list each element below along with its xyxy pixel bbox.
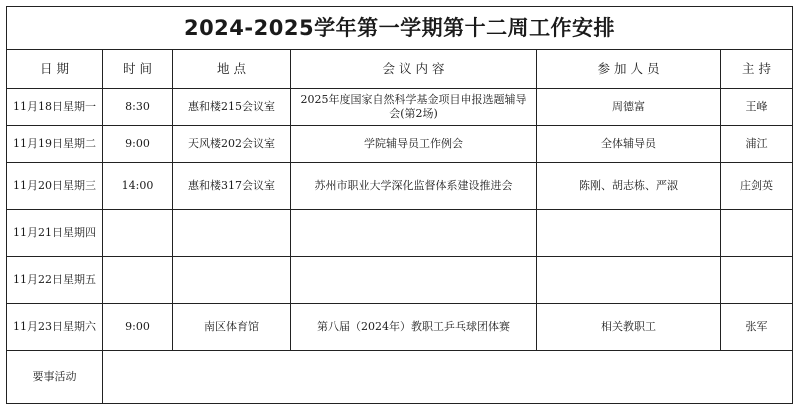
cell-time: 8:30 bbox=[103, 89, 173, 126]
cell-place: 惠和楼317会议室 bbox=[173, 163, 291, 210]
cell-host: 张军 bbox=[721, 304, 793, 351]
cell-date: 11月19日星期二 bbox=[7, 126, 103, 163]
footer-value bbox=[103, 351, 793, 404]
cell-time bbox=[103, 210, 173, 257]
header-time: 时 间 bbox=[103, 50, 173, 89]
header-place: 地 点 bbox=[173, 50, 291, 89]
cell-attendees: 陈刚、胡志栋、严淑 bbox=[537, 163, 721, 210]
cell-attendees bbox=[537, 210, 721, 257]
cell-host bbox=[721, 210, 793, 257]
table-row bbox=[7, 89, 793, 126]
cell-content bbox=[291, 257, 537, 304]
cell-attendees: 周德富 bbox=[537, 89, 721, 126]
cell-date: 11月21日星期四 bbox=[7, 210, 103, 257]
footer-label: 要事活动 bbox=[7, 351, 103, 404]
cell-attendees bbox=[537, 257, 721, 304]
schedule-table bbox=[6, 6, 793, 404]
cell-host: 王峰 bbox=[721, 89, 793, 126]
footer-row bbox=[7, 351, 793, 404]
header-content: 会 议 内 容 bbox=[291, 50, 537, 89]
cell-date: 11月22日星期五 bbox=[7, 257, 103, 304]
table-row bbox=[7, 163, 793, 210]
cell-time: 9:00 bbox=[103, 304, 173, 351]
table-row bbox=[7, 126, 793, 163]
cell-place: 惠和楼215会议室 bbox=[173, 89, 291, 126]
table-row bbox=[7, 257, 793, 304]
header-date: 日 期 bbox=[7, 50, 103, 89]
cell-attendees: 全体辅导员 bbox=[537, 126, 721, 163]
cell-date: 11月23日星期六 bbox=[7, 304, 103, 351]
cell-time: 9:00 bbox=[103, 126, 173, 163]
cell-content: 苏州市职业大学深化监督体系建设推进会 bbox=[291, 163, 537, 210]
cell-host: 浦江 bbox=[721, 126, 793, 163]
cell-host bbox=[721, 257, 793, 304]
cell-content: 学院辅导员工作例会 bbox=[291, 126, 537, 163]
cell-time bbox=[103, 257, 173, 304]
header-host: 主 持 bbox=[721, 50, 793, 89]
cell-content: 第八届（2024年）教职工乒乓球团体赛 bbox=[291, 304, 537, 351]
cell-place: 天风楼202会议室 bbox=[173, 126, 291, 163]
cell-date: 11月18日星期一 bbox=[7, 89, 103, 126]
cell-place: 南区体育馆 bbox=[173, 304, 291, 351]
cell-host: 庄剑英 bbox=[721, 163, 793, 210]
cell-place bbox=[173, 257, 291, 304]
schedule-sheet bbox=[6, 6, 792, 406]
cell-content bbox=[291, 210, 537, 257]
cell-date: 11月20日星期三 bbox=[7, 163, 103, 210]
cell-place bbox=[173, 210, 291, 257]
table-row bbox=[7, 304, 793, 351]
cell-attendees: 相关教职工 bbox=[537, 304, 721, 351]
cell-time: 14:00 bbox=[103, 163, 173, 210]
table-row bbox=[7, 210, 793, 257]
header-row bbox=[7, 50, 793, 89]
header-attendees: 参 加 人 员 bbox=[537, 50, 721, 89]
cell-content: 2025年度国家自然科学基金项目申报选题辅导会(第2场) bbox=[291, 89, 537, 126]
page-title: 2024-2025学年第一学期第十二周工作安排 bbox=[7, 7, 793, 50]
